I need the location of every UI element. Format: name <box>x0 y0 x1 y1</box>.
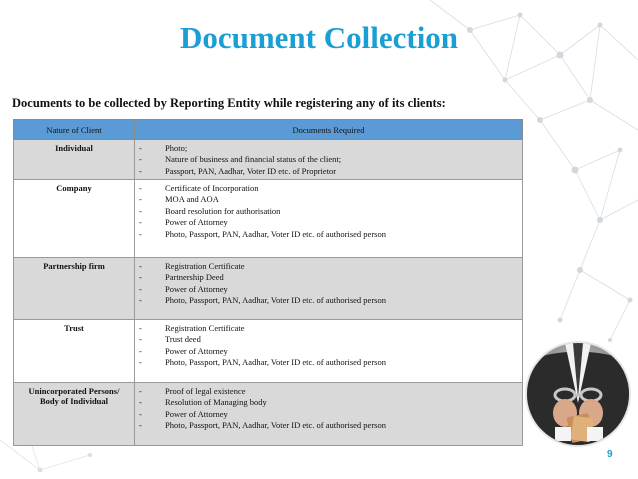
document-item: - Photo, Passport, PAN, Aadhar, Voter ID etc. of authorised person <box>139 228 386 239</box>
document-item: - MOA and AOA <box>139 194 219 205</box>
bullet-dash: - <box>139 183 142 193</box>
documents-cell <box>135 180 523 258</box>
document-item: - Power of Attorney <box>139 408 228 419</box>
bullet-dash: - <box>139 334 142 345</box>
client-type: Individual <box>14 140 135 180</box>
document-item: - Resolution of Managing body <box>139 397 267 408</box>
document-item: - Registration Certificate <box>139 323 245 333</box>
client-type: Company <box>14 180 135 258</box>
document-item: - Photo; <box>139 143 188 153</box>
documents-list <box>138 261 519 307</box>
document-item: - Power of Attorney <box>139 283 228 294</box>
document-item: - Trust deed <box>139 334 201 345</box>
table-row-individual <box>14 140 523 180</box>
bullet-dash: - <box>139 345 142 356</box>
bullet-dash: - <box>139 154 142 165</box>
document-item: - Photo, Passport, PAN, Aadhar, Voter ID etc. of authorised person <box>139 295 386 306</box>
bullet-dash: - <box>139 295 142 306</box>
bullet-dash: - <box>139 357 142 368</box>
bullet-dash: - <box>139 408 142 419</box>
document-item: - Power of Attorney <box>139 345 228 356</box>
documents-cell <box>135 383 523 446</box>
bullet-dash: - <box>139 228 142 239</box>
bullet-dash: - <box>139 323 142 333</box>
bullet-dash: - <box>139 205 142 216</box>
document-item: - Nature of business and financial status of the client; <box>139 154 342 165</box>
table-row-unincorporated-persons <box>14 383 523 446</box>
document-item: - Passport, PAN, Aadhar, Voter ID etc. of Proprietor <box>139 165 337 176</box>
document-item: - Partnership Deed <box>139 272 224 283</box>
documents-list <box>138 323 519 369</box>
document-item: - Proof of legal existence <box>139 386 246 396</box>
bullet-dash: - <box>139 194 142 205</box>
header-documents-required: Documents Required <box>135 120 523 140</box>
intro-text: Documents to be collected by Reporting Entity while registering any of its clients: <box>12 96 446 110</box>
table-row-company <box>14 180 523 258</box>
client-type: Trust <box>14 320 135 383</box>
documents-cell <box>135 140 523 180</box>
table-row-trust <box>14 320 523 383</box>
document-item: - Power of Attorney <box>139 217 228 228</box>
table-row-partnership-firm <box>14 258 523 320</box>
document-item: - Registration Certificate <box>139 261 245 271</box>
bullet-dash: - <box>139 283 142 294</box>
handcuffs-money-illustration <box>527 343 629 445</box>
documents-list <box>138 386 519 432</box>
documents-table <box>13 119 523 446</box>
document-item: - Board resolution for authorisation <box>139 205 281 216</box>
bullet-dash: - <box>139 386 142 396</box>
document-item: - Photo, Passport, PAN, Aadhar, Voter ID etc. of authorised person <box>139 357 386 368</box>
handcuffs-money-photo <box>527 343 629 445</box>
documents-table-container <box>13 119 522 446</box>
slide-title: Document Collection <box>179 20 459 55</box>
bullet-dash: - <box>139 397 142 408</box>
bullet-dash: - <box>139 217 142 228</box>
bullet-dash: - <box>139 272 142 283</box>
page-number: 9 <box>607 449 613 460</box>
bullet-dash: - <box>139 165 142 176</box>
documents-cell <box>135 320 523 383</box>
document-item: - Certificate of Incorporation <box>139 183 259 193</box>
documents-list <box>138 183 519 240</box>
client-type: Unincorporated Persons/ Body of Individual <box>14 383 135 446</box>
bullet-dash: - <box>139 420 142 431</box>
bullet-dash: - <box>139 261 142 271</box>
documents-cell <box>135 258 523 320</box>
bullet-dash: - <box>139 143 142 153</box>
client-type: Partnership firm <box>14 258 135 320</box>
header-nature-of-client: Nature of Client <box>14 120 135 140</box>
documents-list <box>138 143 519 177</box>
document-item: - Photo, Passport, PAN, Aadhar, Voter ID etc. of authorised person <box>139 420 386 431</box>
table-header-row <box>14 120 523 140</box>
